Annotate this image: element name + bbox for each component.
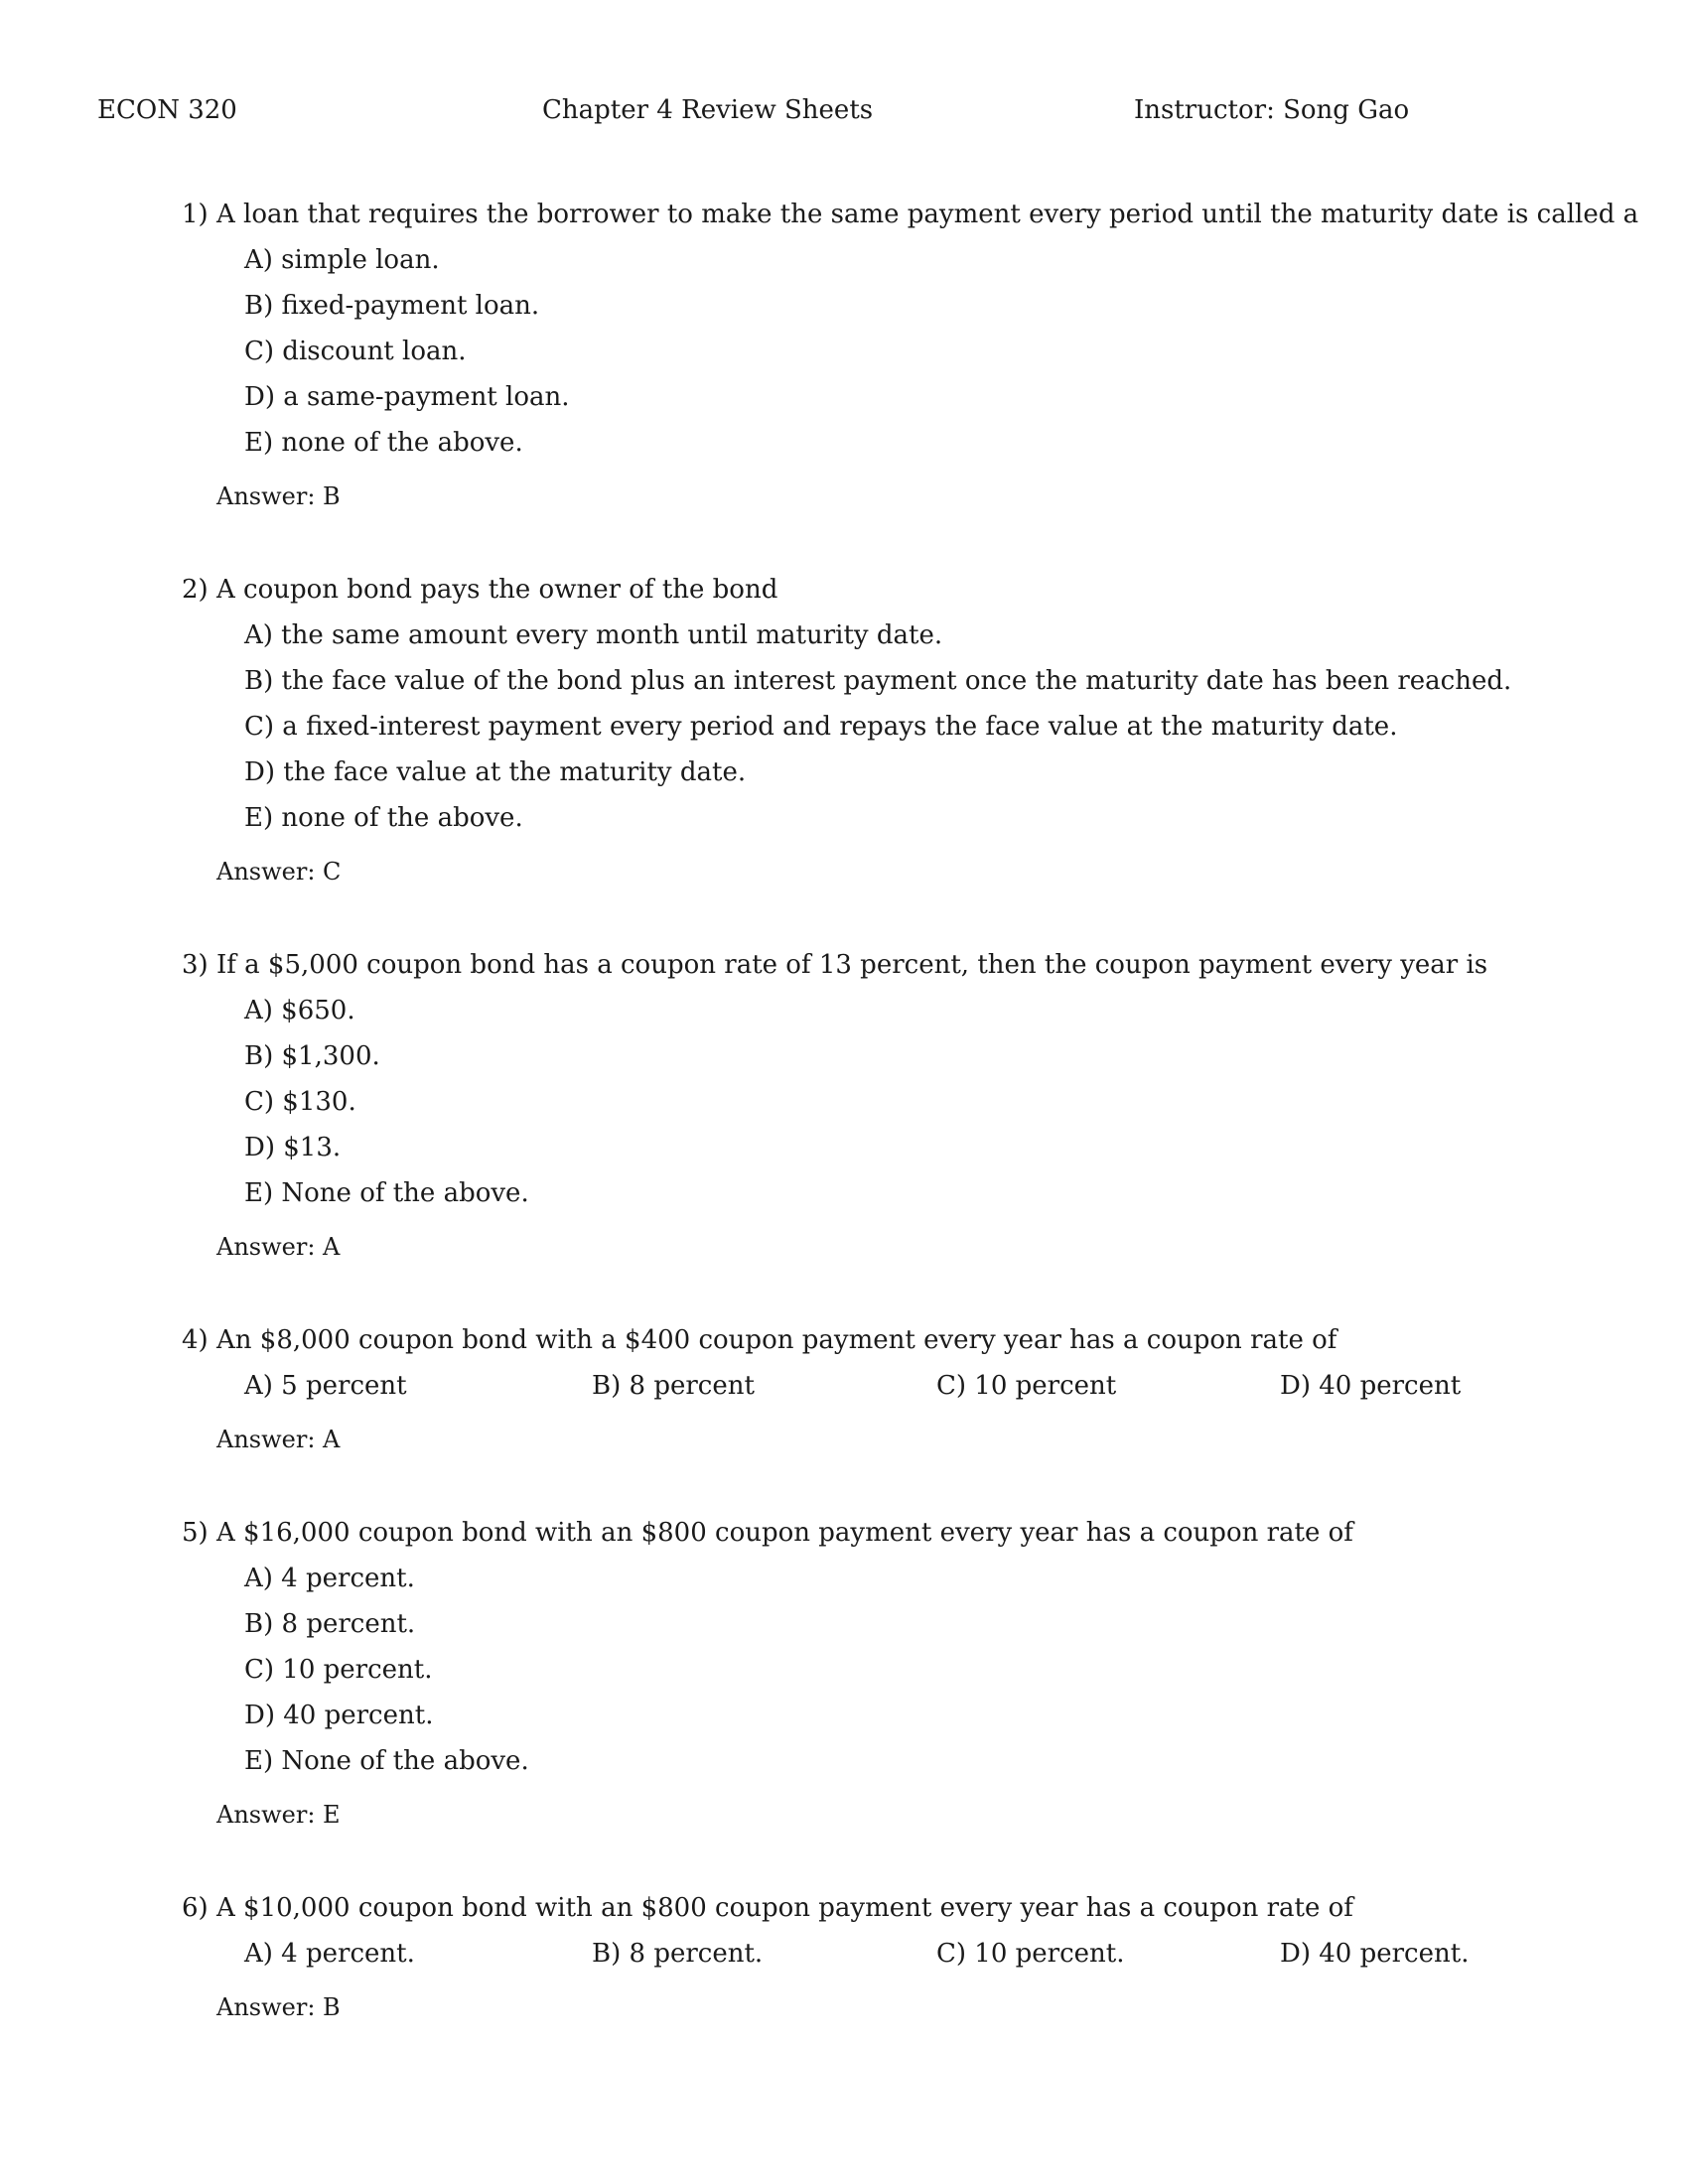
answer-options	[182, 242, 1572, 471]
question-1	[182, 197, 1639, 514]
question-number: 1)	[182, 200, 209, 229]
option-e: E) None of the above.	[244, 1178, 529, 1208]
question-2	[182, 572, 1572, 889]
option-c: C) 10 percent	[936, 1371, 1117, 1401]
option-a: A) $650.	[244, 996, 355, 1025]
question-stem	[182, 1515, 1572, 1561]
answer-options	[182, 1561, 1572, 1789]
answer-key: Answer: A	[216, 1426, 341, 1453]
question-text: A $10,000 coupon bond with an $800 coupon payment every year has a coupon rate of	[216, 1893, 1353, 1923]
question-text: A $16,000 coupon bond with an $800 coupon payment every year has a coupon rate of	[216, 1518, 1353, 1548]
option-b: B) fixed-payment loan.	[244, 291, 540, 321]
question-spacer	[182, 514, 1572, 572]
answer-options	[182, 1368, 1572, 1414]
option-c: C) discount loan.	[244, 337, 467, 366]
option-c: C) 10 percent.	[244, 1655, 433, 1685]
option-e: E) None of the above.	[244, 1746, 529, 1776]
option-b: B) 8 percent	[592, 1371, 755, 1401]
option-d: D) 40 percent.	[244, 1701, 434, 1730]
page-header	[97, 95, 1410, 131]
question-6	[182, 1890, 1572, 2025]
option-a: A) the same amount every month until maturity date.	[244, 620, 943, 650]
answer-options	[182, 617, 1572, 846]
question-spacer	[182, 889, 1572, 947]
option-b: B) 8 percent.	[244, 1609, 416, 1639]
answer-key: Answer: C	[216, 858, 342, 886]
question-number: 6)	[182, 1893, 209, 1923]
answer-options	[182, 993, 1572, 1221]
option-d: D) 40 percent.	[1280, 1939, 1470, 1969]
question-stem	[182, 947, 1572, 993]
option-a: A) simple loan.	[244, 245, 440, 275]
question-spacer	[182, 1833, 1572, 1890]
option-b: B) the face value of the bond plus an interest payment once the maturity date has been reached.	[244, 666, 1512, 696]
option-d: D) 40 percent	[1280, 1371, 1462, 1401]
question-number: 5)	[182, 1518, 209, 1548]
option-a: A) 4 percent.	[244, 1564, 415, 1593]
option-c: C) $130.	[244, 1087, 356, 1117]
answer-key: Answer: E	[216, 1801, 341, 1829]
answer-key: Answer: B	[216, 1993, 341, 2021]
question-text: A loan that requires the borrower to make the same payment every period until the maturity date is called a	[216, 200, 1639, 229]
option-e: E) none of the above.	[244, 428, 523, 458]
question-3	[182, 947, 1572, 1265]
question-stem	[182, 197, 1639, 242]
answer-key: Answer: B	[216, 482, 341, 510]
option-a: A) 5 percent	[244, 1371, 407, 1401]
instructor-name: Instructor: Song Gao	[1134, 95, 1410, 125]
question-stem	[182, 1890, 1572, 1936]
option-b: B) $1,300.	[244, 1041, 380, 1071]
answer-key: Answer: A	[216, 1233, 341, 1261]
question-text: A coupon bond pays the owner of the bond	[216, 575, 778, 605]
question-4	[182, 1322, 1572, 1457]
option-e: E) none of the above.	[244, 803, 523, 833]
question-number: 3)	[182, 950, 209, 980]
question-list	[182, 197, 1639, 2025]
document-title: Chapter 4 Review Sheets	[542, 95, 874, 125]
question-5	[182, 1515, 1572, 1833]
question-number: 4)	[182, 1325, 209, 1355]
option-b: B) 8 percent.	[592, 1939, 764, 1969]
option-c: C) a fixed-interest payment every period and repays the face value at the maturity date.	[244, 712, 1398, 742]
option-a: A) 4 percent.	[244, 1939, 415, 1969]
option-c: C) 10 percent.	[936, 1939, 1125, 1969]
option-d: D) $13.	[244, 1133, 342, 1162]
question-text: An $8,000 coupon bond with a $400 coupon payment every year has a coupon rate of	[216, 1325, 1337, 1355]
question-spacer	[182, 1265, 1572, 1322]
question-number: 2)	[182, 575, 209, 605]
question-stem	[182, 572, 1572, 617]
option-d: D) the face value at the maturity date.	[244, 757, 747, 787]
option-d: D) a same-payment loan.	[244, 382, 570, 412]
answer-options	[182, 1936, 1572, 1981]
question-text: If a $5,000 coupon bond has a coupon rate of 13 percent, then the coupon payment every year is	[216, 950, 1488, 980]
course-code: ECON 320	[97, 95, 237, 125]
question-spacer	[182, 1457, 1572, 1515]
question-stem	[182, 1322, 1572, 1368]
